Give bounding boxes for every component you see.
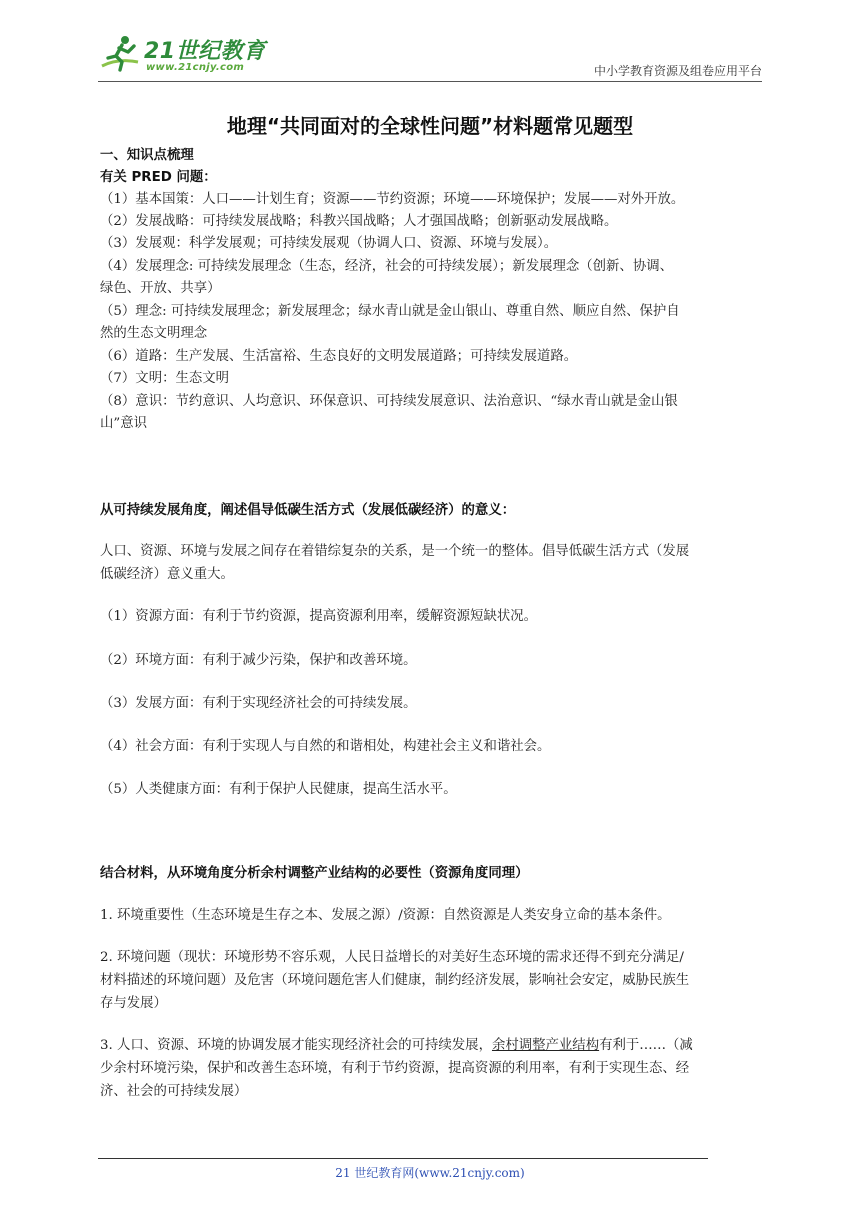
list-item: 绿色、开放、共享） <box>100 281 221 296</box>
section-heading: 一、知识点梳理 <box>100 148 194 163</box>
list-item: （1）基本国策：人口——计划生育；资源——节约资源；环境——环境保护；发展——对外开放。 <box>100 192 685 207</box>
list-item: （4）社会方面：有利于实现人与自然的和谐相处，构建社会主义和谐社会。 <box>100 739 551 754</box>
header-divider <box>98 81 762 82</box>
paragraph-line: 少余村环境污染，保护和改善生态环境，有利于节约资源，提高资源的利用率，有利于实现生态、经 <box>100 1061 690 1076</box>
text-span: 有利于……（减 <box>599 1038 693 1053</box>
paragraph-line: 2. 环境问题（现状：环境形势不容乐观，人民日益增长的对美好生态环境的需求还得不到充分满足/ <box>100 950 684 965</box>
paragraph-line: 济、社会的可持续发展） <box>100 1084 248 1099</box>
underlined-text: 余村调整产业结构 <box>491 1038 600 1053</box>
runner-icon <box>98 32 142 76</box>
paragraph-line: 存与发展） <box>100 996 167 1011</box>
paragraph-line: 1. 环境重要性（生态环境是生存之本、发展之源）/资源：自然资源是人类安身立命的基本条件。 <box>100 908 671 923</box>
list-item: （1）资源方面：有利于节约资源，提高资源利用率，缓解资源短缺状况。 <box>100 609 538 624</box>
list-item: （4）发展理念: 可持续发展理念（生态，经济，社会的可持续发展）；新发展理念（创新、协调、 <box>100 259 673 274</box>
list-item: （2）发展战略：可持续发展战略；科教兴国战略；人才强国战略；创新驱动发展战略。 <box>100 214 618 229</box>
list-item: 然的生态文明理念 <box>100 326 208 341</box>
list-item: （2）环境方面：有利于减少污染，保护和改善环境。 <box>100 653 417 668</box>
list-item: （5）理念: 可持续发展理念；新发展理念；绿水青山就是金山银山、尊重自然、顺应自然、保护自 <box>100 304 680 319</box>
footer-divider <box>98 1158 708 1159</box>
section-subheading: 有关 PRED 问题： <box>100 170 217 185</box>
site-logo[interactable] <box>98 30 268 78</box>
footer-link[interactable]: 21 世纪教育网(www.21cnjy.com) <box>335 1166 525 1180</box>
paragraph-line <box>100 1035 764 1057</box>
page-header <box>98 30 762 82</box>
logo-url: www.21cnjy.com <box>146 62 245 73</box>
paragraph-line: 低碳经济）意义重大。 <box>100 567 234 582</box>
list-item: （5）人类健康方面：有利于保护人民健康，提高生活水平。 <box>100 782 457 797</box>
list-item: （6）道路：生产发展、生活富裕、生态良好的文明发展道路；可持续发展道路。 <box>100 349 578 364</box>
logo-text: 21世纪教育 <box>144 39 266 64</box>
list-item: （7）文明：生态文明 <box>100 371 230 386</box>
list-item: （3）发展方面：有利于实现经济社会的可持续发展。 <box>100 696 417 711</box>
platform-name: 中小学教育资源及组卷应用平台 <box>593 64 762 78</box>
list-item: 山”意识 <box>100 416 148 431</box>
section-heading: 从可持续发展角度，阐述倡导低碳生活方式（发展低碳经济）的意义： <box>100 503 516 518</box>
list-item: （3）发展观：科学发展观；可持续发展观（协调人口、资源、环境与发展）。 <box>100 236 558 251</box>
page-title: 地理“共同面对的全球性问题”材料题常见题型 <box>226 114 634 138</box>
text-span: 3. 人口、资源、环境的协调发展才能实现经济社会的可持续发展， <box>100 1038 492 1053</box>
paragraph-line: 人口、资源、环境与发展之间存在着错综复杂的关系，是一个统一的整体。倡导低碳生活方式（发展 <box>100 544 690 559</box>
list-item: （8）意识：节约意识、人均意识、环保意识、可持续发展意识、法治意识、“绿水青山就是金山银 <box>100 394 678 409</box>
paragraph-line: 材料描述的环境问题）及危害（环境问题危害人们健康，制约经济发展，影响社会安定，威胁民族生 <box>100 973 690 988</box>
section-heading: 结合材料，从环境角度分析余村调整产业结构的必要性（资源角度同理） <box>100 866 529 881</box>
